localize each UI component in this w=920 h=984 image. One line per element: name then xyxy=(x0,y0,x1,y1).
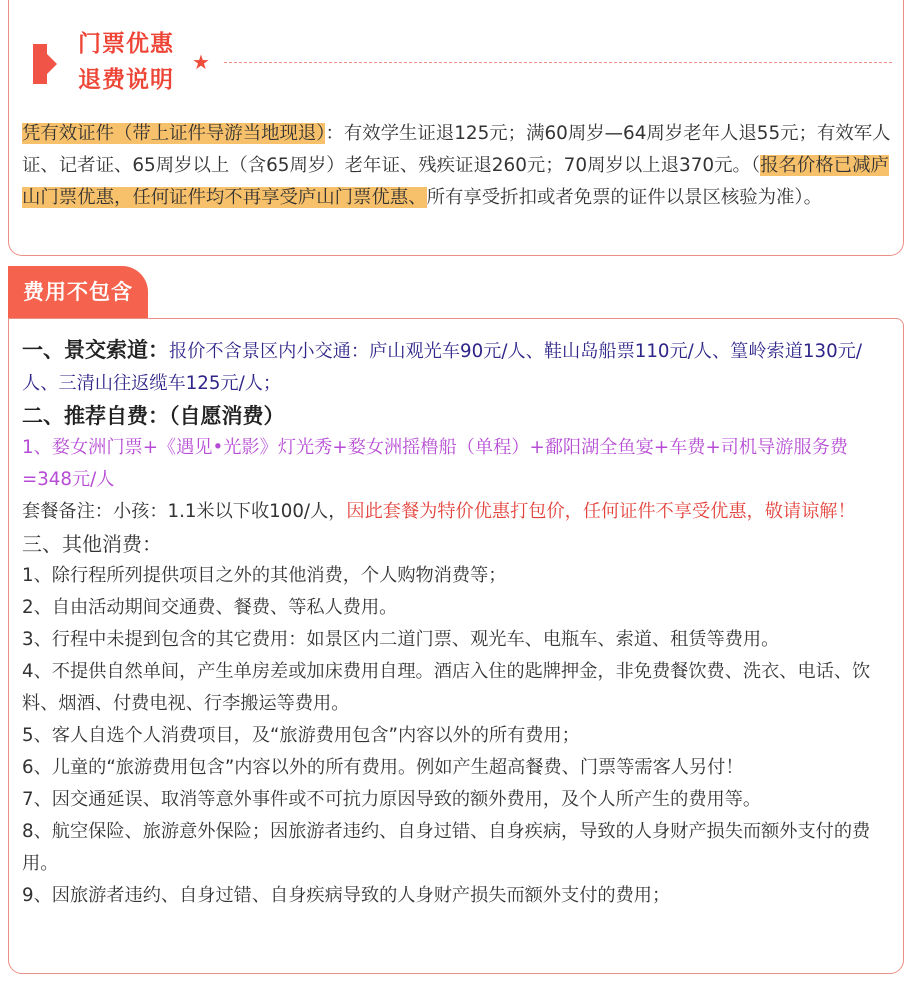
section-tag-excluded-costs: 费用不包含 xyxy=(8,266,148,318)
verification-text: 所有享受折扣或者免票的证件以景区核验为准）。 xyxy=(426,187,823,208)
highlight-lushan-note: 报名价格已减庐山门票优惠，任何证件均不再享受庐山门票优惠、 xyxy=(22,155,889,208)
section-1-title: 一、景交索道： xyxy=(22,338,169,362)
list-item: 5、客人自选个人消费项目，及“旅游费用包含”内容以外的所有费用； xyxy=(22,725,580,746)
list-item: 2、自由活动期间交通费、餐费、等私人费用。 xyxy=(22,597,398,618)
ticket-refund-title xyxy=(78,26,198,98)
section-3-title: 三、其他消费： xyxy=(22,532,162,556)
list-item: 8、航空保险、旅游意外保险；因旅游者违约、自身过错、自身疾病，导致的人身财产损失而额外支付的费用。 xyxy=(22,821,871,874)
list-item: 1、除行程所列提供项目之外的其他消费，个人购物消费等； xyxy=(22,565,507,586)
package-note-warning: 因此套餐为特价优惠打包价，任何证件不享受优惠，敬请谅解！ xyxy=(346,501,856,522)
title-line-1: 门票优惠 xyxy=(78,31,174,57)
section-2-title: 二、推荐自费：（自愿消费） xyxy=(22,404,285,428)
refund-amounts-text: ：有效学生证退125元；满60周岁—64周岁老年人退55元；有效军人证、记者证、65周岁以上（含65周岁）老年证、残疾证退260元；70周岁以上退370元。（ xyxy=(22,123,891,176)
optional-package-item: 1、婺女洲门票+《遇见•光影》灯光秀+婺女洲摇橹船（单程）+鄱阳湖全鱼宴+车费+司机导游服务费=348元/人 xyxy=(22,437,848,490)
highlight-certificate: 凭有效证件（带上证件导游当地现退） xyxy=(22,123,326,144)
list-item: 6、儿童的“旅游费用包含”内容以外的所有费用。例如产生超高餐费、门票等需客人另付！ xyxy=(22,757,744,778)
star-icon: ★ xyxy=(192,50,210,74)
section-1 xyxy=(22,334,896,400)
title-line-2: 退费说明 xyxy=(78,67,174,93)
section-1-text: 报价不含景区内小交通：庐山观光车90元/人、鞋山岛船票110元/人、篁岭索道130元/人、三清山往返缆车125元/人； xyxy=(22,341,862,394)
list-item: 4、不提供自然单间，产生单房差或加床费用自理。酒店入住的匙牌押金，非免费餐饮费、洗衣、电话、饮料、烟酒、付费电视、行李搬运等费用。 xyxy=(22,661,871,714)
dotted-divider xyxy=(224,62,892,63)
ticket-refund-paragraph xyxy=(22,118,896,214)
section-marker-icon xyxy=(33,44,55,84)
excluded-costs-content xyxy=(22,334,896,912)
package-note xyxy=(22,496,896,528)
list-item: 7、因交通延误、取消等意外事件或不可抗力原因导致的额外费用，及个人所产生的费用等。 xyxy=(22,789,762,810)
package-note-prefix: 套餐备注：小孩：1.1米以下收100/人， xyxy=(22,501,347,522)
list-item: 9、因旅游者违约、自身过错、自身疾病导致的人身财产损失而额外支付的费用； xyxy=(22,885,671,906)
list-item: 3、行程中未提到包含的其它费用：如景区内二道门票、观光车、电瓶车、索道、租赁等费用。 xyxy=(22,629,780,650)
